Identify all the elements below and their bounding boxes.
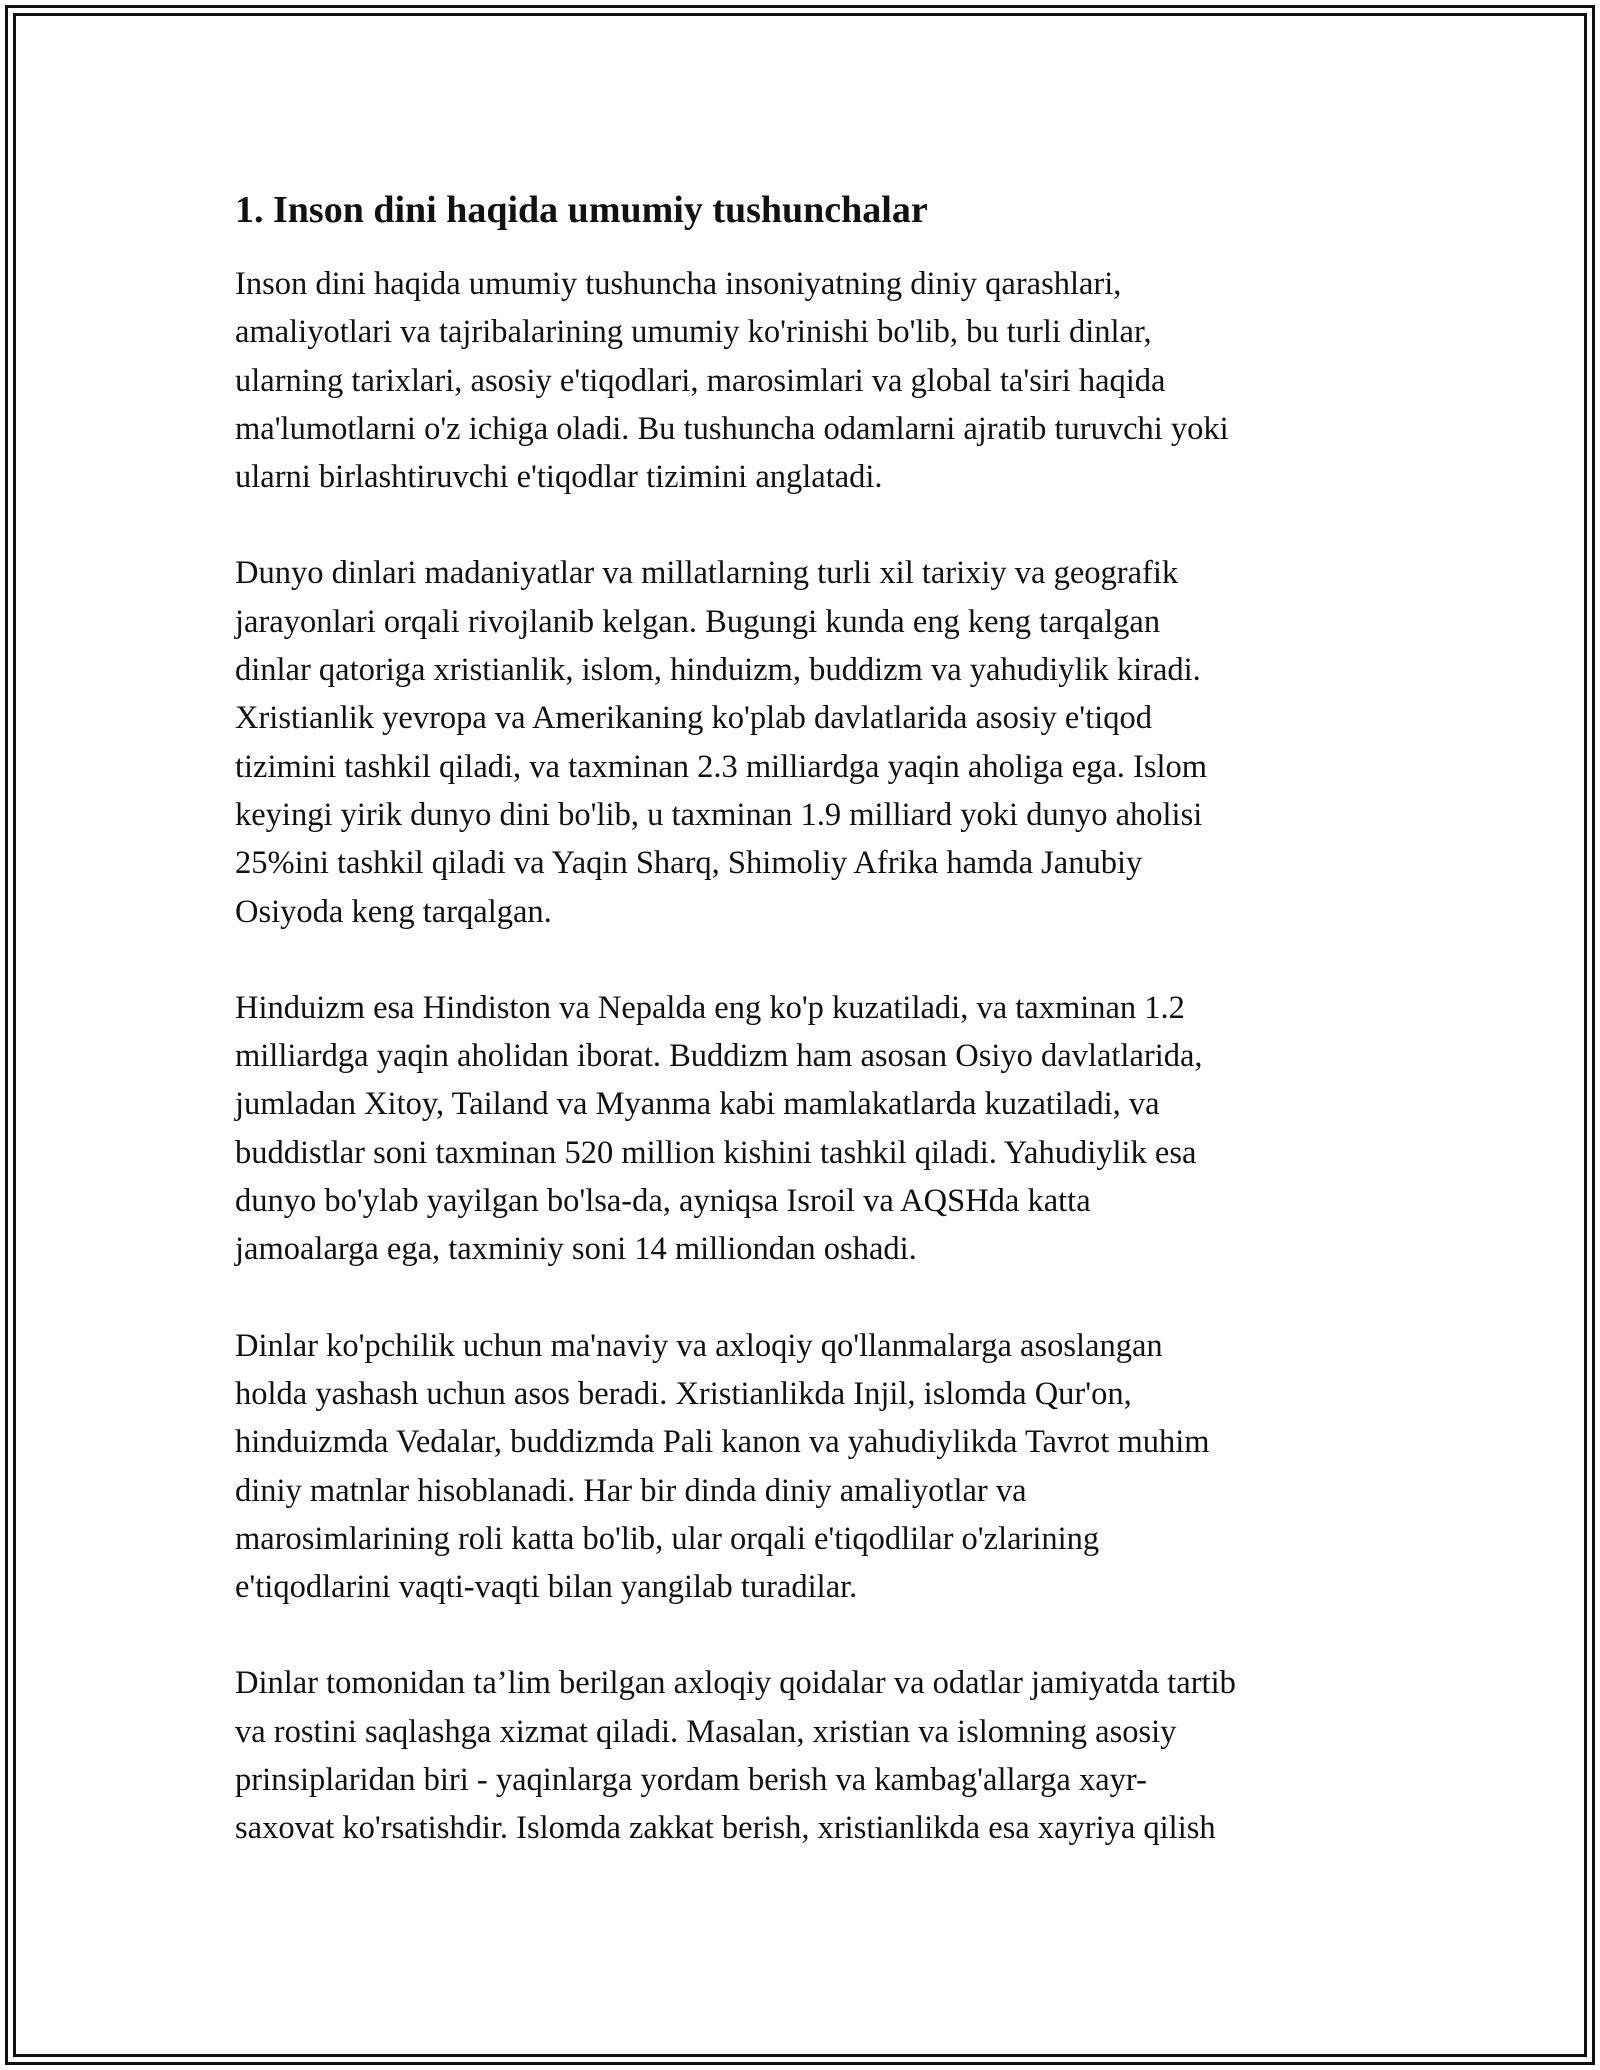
- paragraph-3: Hinduizm esa Hindiston va Nepalda eng ko'p kuzatiladi, va taxminan 1.2 milliardga yaqin aholidan iborat. Buddizm ham asosan Osiyo davlatlarida, jumladan Xitoy, Tailand va Myanma kabi mamlakatlarda kuzatiladi, va buddistlar soni taxminan 520 million kishini tashkil qiladi. Yahudiylik esa dunyo bo'ylab yayilgan bo'lsa-da, ayniqsa Isroil va AQSHda katta jamoalarga ega, taxminiy soni 14 milliondan oshadi.: [235, 989, 1203, 1268]
- document-body: [235, 186, 1380, 1901]
- section-heading: 1. Inson dini haqida umumiy tushunchalar: [235, 189, 928, 231]
- paragraph-5: Dinlar tomonidan ta’lim berilgan axloqiy qoidalar va odatlar jamiyatda tartib va rostini saqlashga xizmat qiladi. Masalan, xristian va islomning asosiy prinsiplaridan biri - yaqinlarga yordam berish va kambag'allarga xayr- saxovat ko'rsatishdir. Islomda zakkat berish, xristianlikda esa xayriya qilish: [235, 1665, 1236, 1847]
- paragraph-4: Dinlar ko'pchilik uchun ma'naviy va axloqiy qo'llanmalarga asoslangan holda yashash uchun asos beradi. Xristianlikda Injil, islomda Qur'on, hinduizmda Vedalar, buddizmda Pali kanon va yahudiylikda Tavrot muhim diniy matnlar hisoblanadi. Har bir dinda diniy amaliyotlar va marosimlarining roli katta bo'lib, ular orqali e'tiqodlilar o'zlarining e'tiqodlarini vaqti-vaqti bilan yangilab turadilar.: [235, 1327, 1210, 1606]
- paragraph-1: Inson dini haqida umumiy tushuncha insoniyatning diniy qarashlari, amaliyotlari va tajribalarining umumiy ko'rinishi bo'lib, bu turli dinlar, ularning tarixlari, asosiy e'tiqodlari, marosimlari va global ta'siri haqida ma'lumotlarni o'z ichiga oladi. Bu tushuncha odamlarni ajratib turuvchi yoki ularni birlashtiruvchi e'tiqodlar tizimini anglatadi.: [235, 266, 1229, 496]
- paragraph-2: Dunyo dinlari madaniyatlar va millatlarning turli xil tarixiy va geografik jarayonlari orqali rivojlanib kelgan. Bugungi kunda eng keng tarqalgan dinlar qatoriga xristianlik, islom, hinduizm, buddizm va yahudiylik kiradi. Xristianlik yevropa va Amerikaning ko'plab davlatlarida asosiy e'tiqod tizimini tashkil qiladi, va taxminan 2.3 milliardga yaqin aholiga ega. Islom keyingi yirik dunyo dini bo'lib, u taxminan 1.9 milliard yoki dunyo aholisi 25%ini tashkil qiladi va Yaqin Sharq, Shimoliy Afrika hamda Janubiy Osiyoda keng tarqalgan.: [235, 555, 1208, 930]
